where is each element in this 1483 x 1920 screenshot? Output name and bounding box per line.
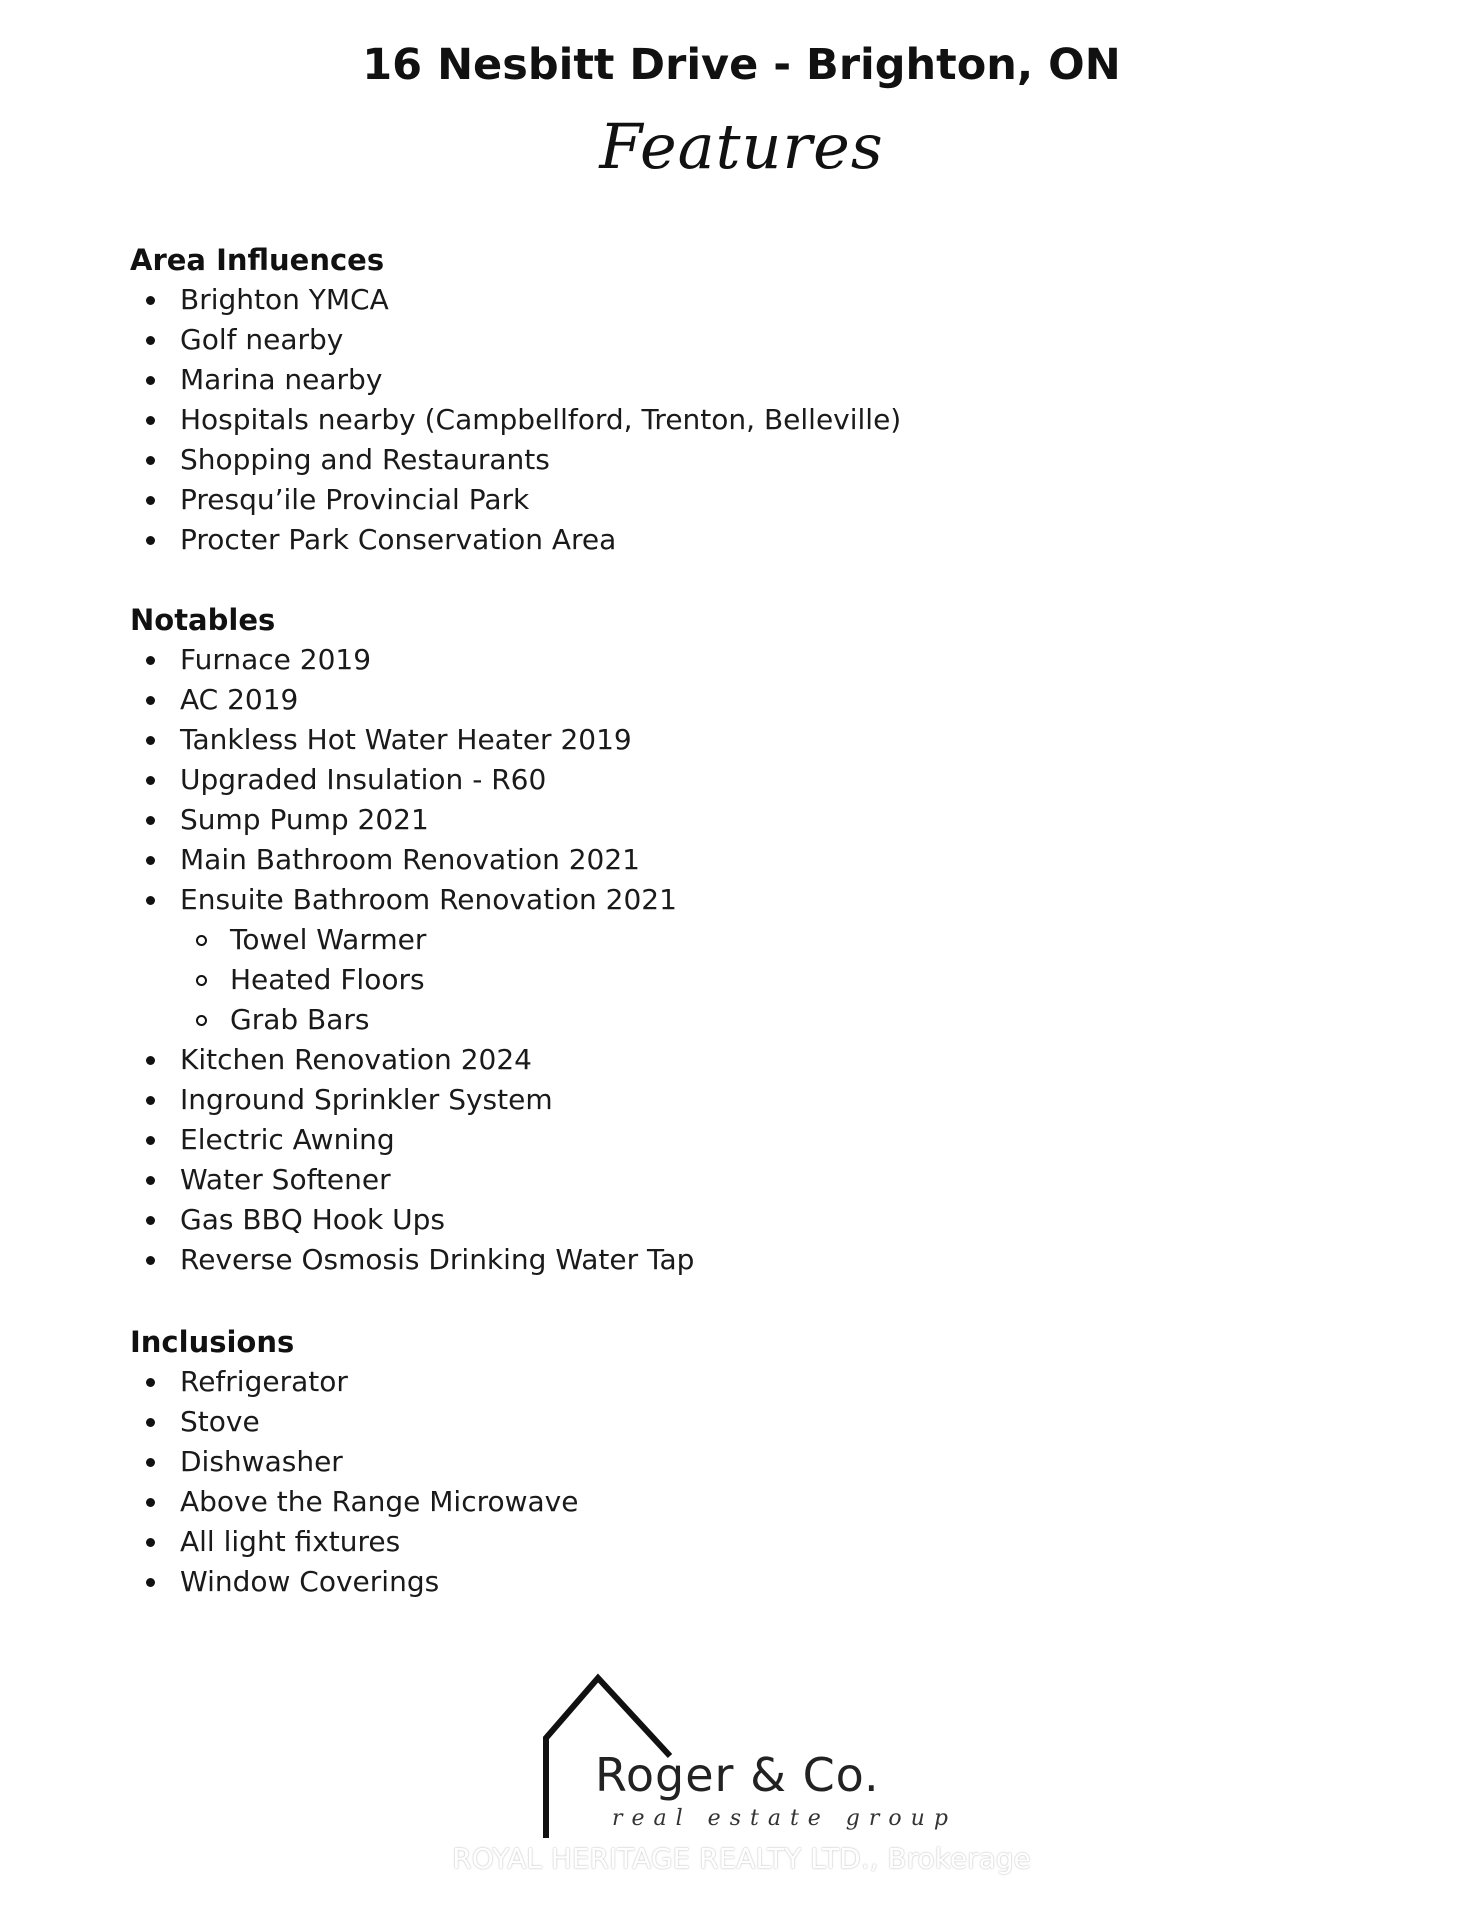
list-item: Kitchen Renovation 2024: [130, 1040, 1330, 1080]
list-item: Sump Pump 2021: [130, 800, 1330, 840]
sub-list-item: Towel Warmer: [130, 920, 1330, 960]
logo-tagline: real estate group: [612, 1806, 957, 1831]
list-item: Upgraded Insulation - R60: [130, 760, 1330, 800]
sub-list-item: Heated Floors: [130, 960, 1330, 1000]
list-item: AC 2019: [130, 680, 1330, 720]
list-item: Ensuite Bathroom Renovation 2021: [130, 880, 1330, 920]
section-heading: Area Influences: [130, 243, 385, 277]
page-title: 16 Nesbitt Drive - Brighton, ON: [362, 40, 1121, 90]
section-notables: [130, 600, 1330, 1280]
section-inclusions: [130, 1322, 1330, 1602]
list-item: Water Softener: [130, 1160, 1330, 1200]
list-item: Golf nearby: [130, 320, 1330, 360]
section-heading: Inclusions: [130, 1325, 295, 1359]
list-item: Stove: [130, 1402, 1330, 1442]
logo-name: Roger & Co.: [595, 1748, 880, 1802]
list-item: Gas BBQ Hook Ups: [130, 1200, 1330, 1240]
list-item: Shopping and Restaurants: [130, 440, 1330, 480]
list-item: Main Bathroom Renovation 2021: [130, 840, 1330, 880]
list-item: Furnace 2019: [130, 640, 1330, 680]
list-item: All light fixtures: [130, 1522, 1330, 1562]
list-item: Procter Park Conservation Area: [130, 520, 1330, 560]
list-item: Dishwasher: [130, 1442, 1330, 1482]
company-logo: [540, 1670, 960, 1840]
list-item: Electric Awning: [130, 1120, 1330, 1160]
list-item: Reverse Osmosis Drinking Water Tap: [130, 1240, 1330, 1280]
bullet-list: [130, 280, 1330, 560]
list-item: Presqu’ile Provincial Park: [130, 480, 1330, 520]
section-heading: Notables: [130, 603, 276, 637]
brokerage-watermark: ROYAL HERITAGE REALTY LTD., Brokerage: [452, 1842, 1031, 1875]
bullet-list: [130, 1362, 1330, 1602]
list-item: Tankless Hot Water Heater 2019: [130, 720, 1330, 760]
sub-list-item: Grab Bars: [130, 1000, 1330, 1040]
section-area-influences: [130, 240, 1330, 560]
list-item: Brighton YMCA: [130, 280, 1330, 320]
list-item: Above the Range Microwave: [130, 1482, 1330, 1522]
list-item: Inground Sprinkler System: [130, 1080, 1330, 1120]
script-heading: Features: [599, 110, 884, 183]
list-item: Marina nearby: [130, 360, 1330, 400]
bullet-list: [130, 640, 1330, 1280]
list-item: Window Coverings: [130, 1562, 1330, 1602]
list-item: Refrigerator: [130, 1362, 1330, 1402]
list-item: Hospitals nearby (Campbellford, Trenton, Belleville): [130, 400, 1330, 440]
